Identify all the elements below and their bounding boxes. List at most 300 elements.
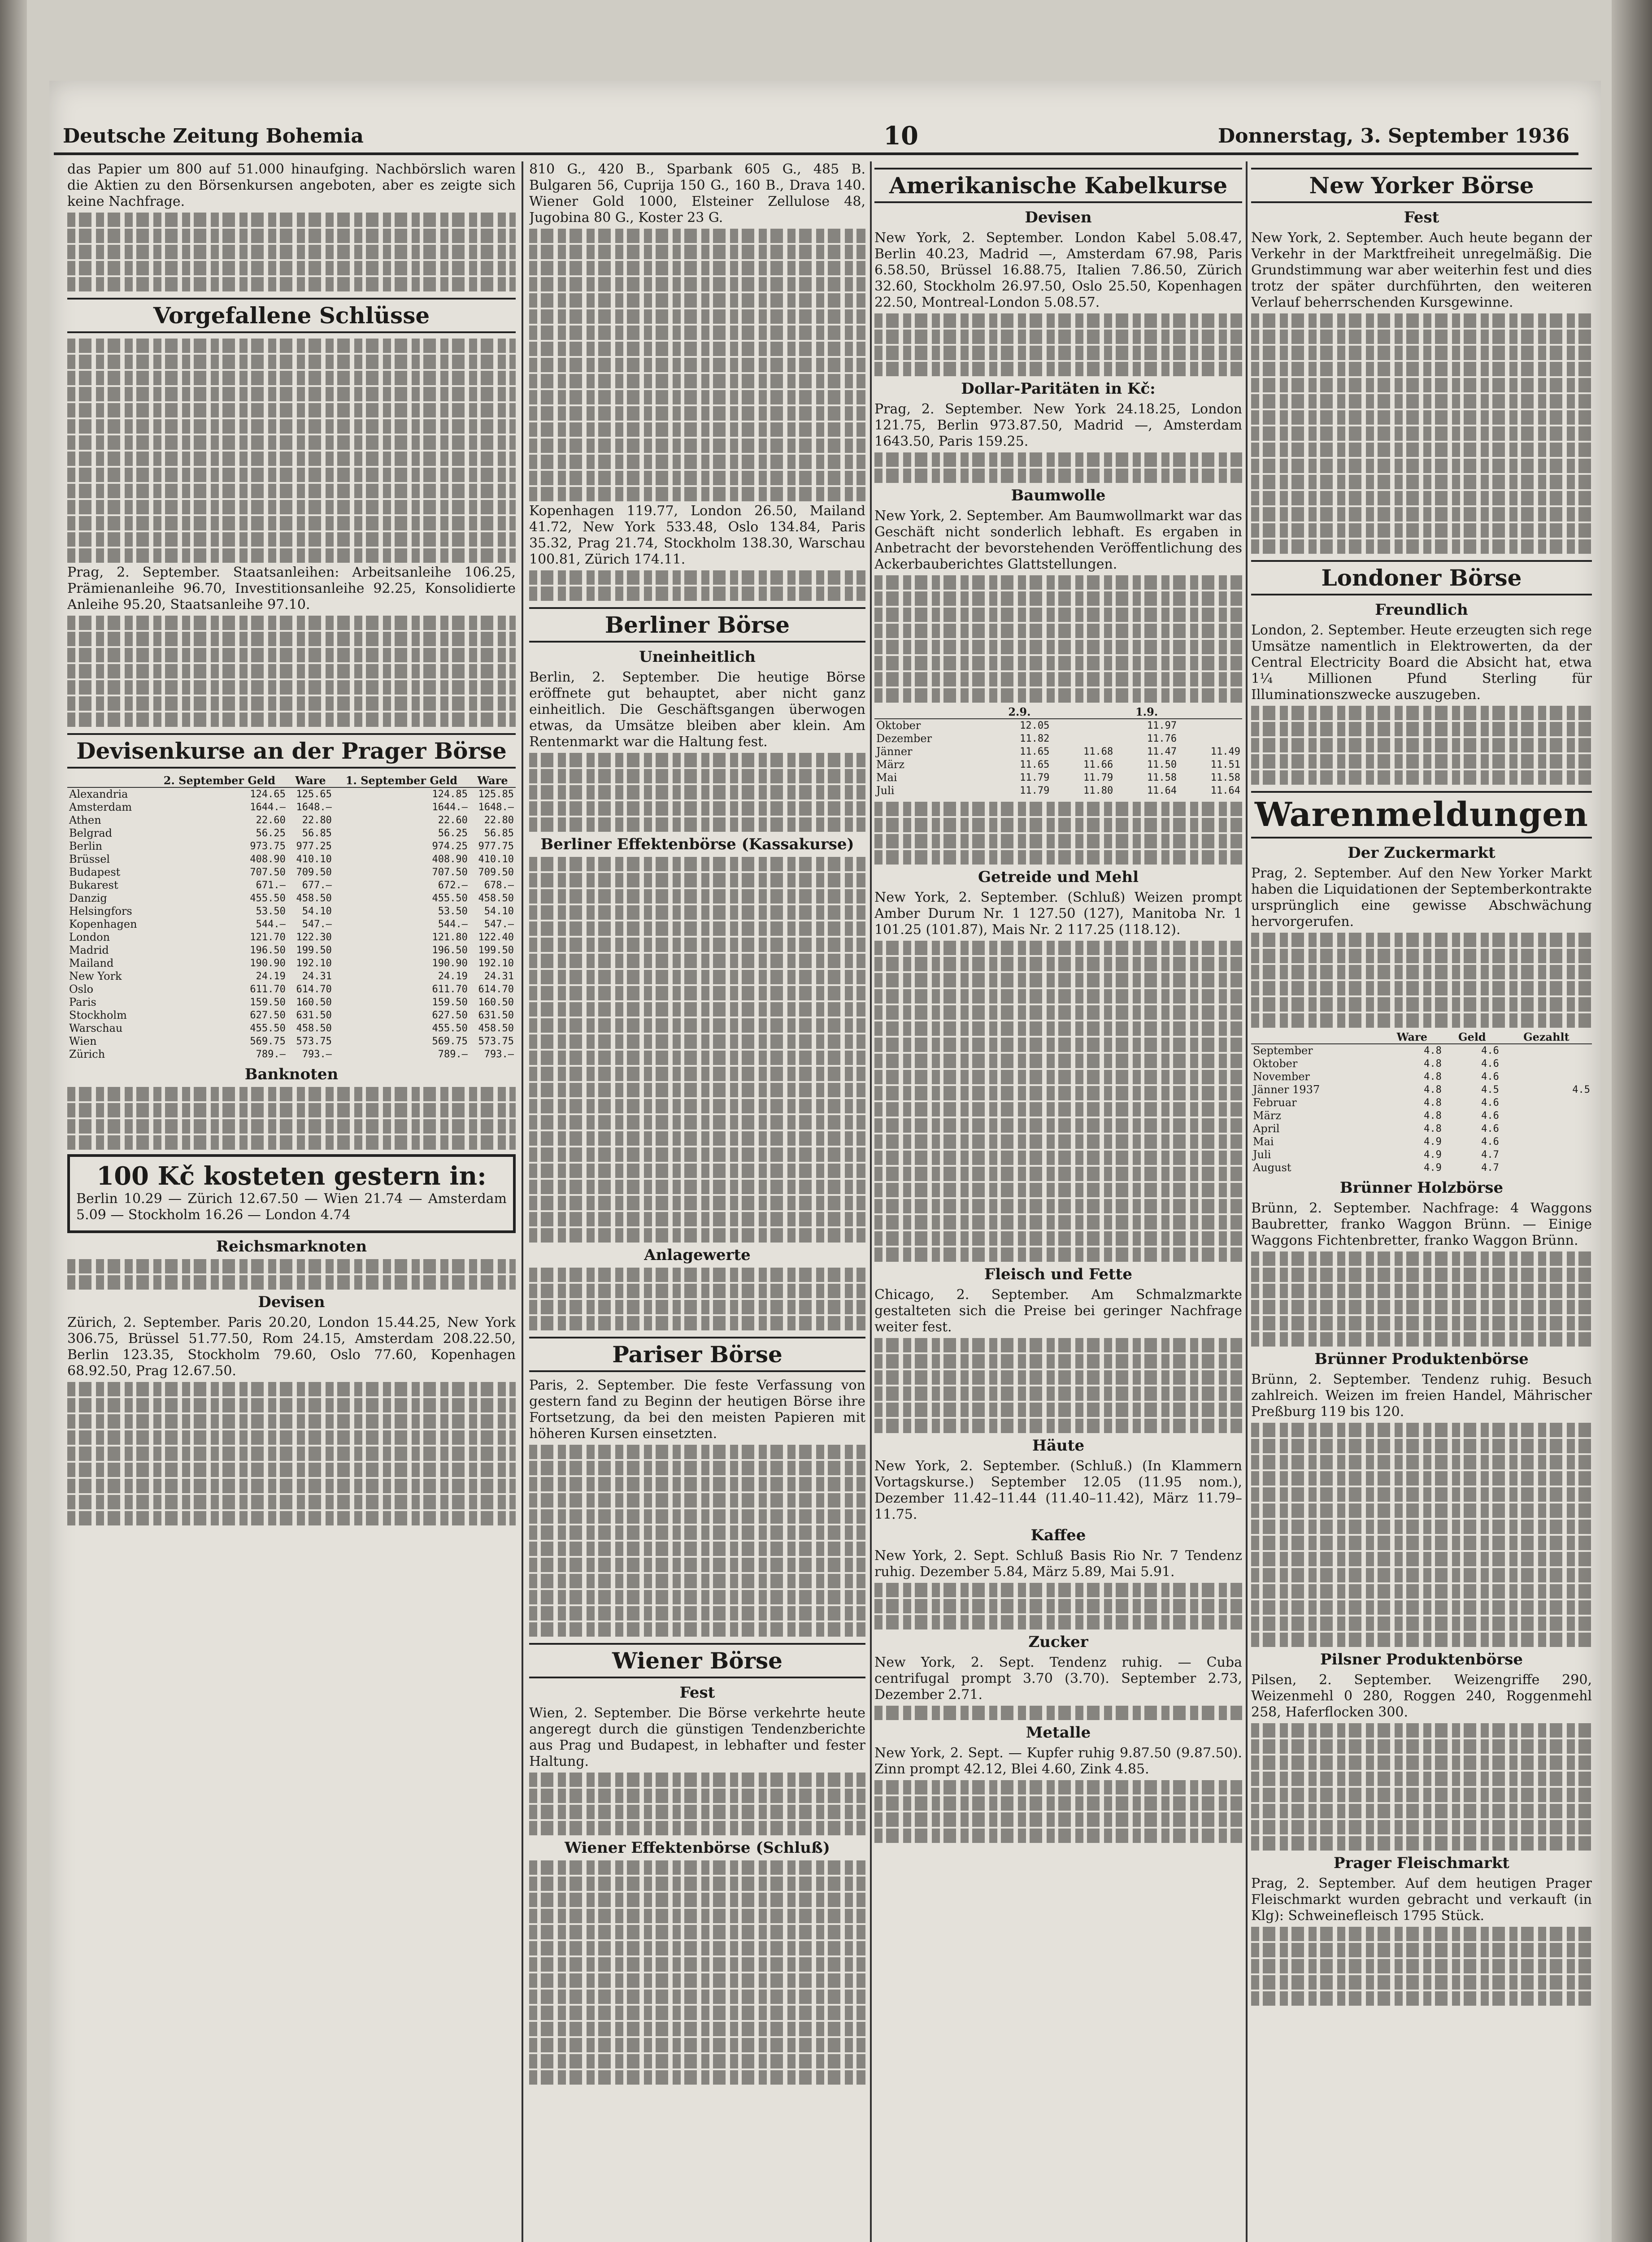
value-cell: 1644.—	[250, 802, 286, 813]
text-line	[529, 1789, 865, 1803]
text-line	[874, 1829, 1242, 1843]
row-label: Brüssel	[69, 853, 110, 865]
value-cell: 4.9	[1424, 1149, 1442, 1160]
text-line	[67, 1414, 516, 1429]
text-line	[529, 326, 865, 340]
value-cell: 678.—	[484, 880, 514, 891]
row-label: Paris	[69, 996, 96, 1008]
section-heading: Baumwolle	[1011, 487, 1106, 504]
value-cell: 973.75	[250, 841, 286, 852]
devisen-row	[67, 1022, 516, 1035]
section-heading: Wiener Effektenbörse (Schluß)	[565, 1839, 830, 1857]
row-label: Warschau	[69, 1022, 123, 1034]
text-line	[67, 664, 516, 678]
sugar-row	[1251, 1148, 1592, 1161]
text-line	[1251, 1959, 1592, 1973]
table-line	[67, 371, 516, 385]
text-line	[1251, 539, 1592, 554]
text-line	[67, 1087, 516, 1101]
text-line	[1251, 1772, 1592, 1786]
value-cell: 573.75	[296, 1036, 332, 1047]
value-cell: 190.90	[250, 958, 286, 969]
section-heading: Londoner Börse	[1251, 560, 1592, 595]
text-line	[1251, 1316, 1592, 1330]
text-line	[1251, 1820, 1592, 1834]
table-line	[529, 873, 865, 887]
devisen-row	[67, 787, 516, 801]
sugar-row	[1251, 1083, 1592, 1096]
value-cell: 22.60	[438, 815, 468, 826]
table-header-cell: Geld	[1443, 1030, 1501, 1044]
text-line	[874, 591, 1242, 606]
article-text: Wien, 2. September. Die Börse verkehrte heute angeregt durch die günstigen Tendenzberichte aus Prag und Budapest, in lebhafter und fester Haltung.	[529, 1705, 865, 1769]
section-heading: Anlagewerte	[644, 1246, 751, 1264]
text-line	[529, 1284, 865, 1298]
value-cell: 11.58	[1147, 772, 1177, 783]
text-line	[874, 1038, 1242, 1052]
sugar-row	[1251, 1109, 1592, 1122]
section-heading: Der Zuckermarkt	[1348, 844, 1495, 862]
text-line	[874, 330, 1242, 344]
section-heading: Brünner Holzbörse	[1339, 1179, 1504, 1197]
value-cell: 56.25	[438, 828, 468, 839]
text-line	[1251, 394, 1592, 408]
text-line	[874, 1199, 1242, 1213]
column-rule	[870, 161, 872, 2242]
text-line	[874, 1231, 1242, 1246]
row-label: Juli	[876, 784, 895, 797]
row-label: Mai	[1253, 1135, 1274, 1148]
row-label: New York	[69, 970, 122, 982]
table-line	[529, 455, 865, 469]
value-cell	[1178, 719, 1242, 732]
text-line	[1251, 965, 1592, 979]
text-line	[874, 1151, 1242, 1165]
text-line	[1251, 981, 1592, 995]
scan-edge-right	[1612, 0, 1652, 2242]
table-line	[529, 406, 865, 421]
text-line	[1251, 523, 1592, 538]
value-cell: 125.85	[478, 789, 514, 800]
text-line	[874, 362, 1242, 376]
row-label: Dezember	[876, 732, 932, 745]
value-cell: 709.50	[478, 867, 514, 878]
value-cell: 24.19	[438, 971, 468, 982]
section-heading: New Yorker Börse	[1251, 168, 1592, 203]
article-text: New York, 2. September. (Schluß.) (In Klammern Vortagskurse.) September 12.05 (11.95 nom.), Dezember 11.42–11.44 (11.40–11.42), März 11.79–11.75.	[874, 1458, 1242, 1522]
value-cell: 56.85	[302, 828, 332, 839]
value-cell: 24.31	[302, 971, 332, 982]
value-cell: 4.8	[1424, 1045, 1442, 1056]
scan-edge-left	[0, 0, 27, 2242]
table-line	[529, 390, 865, 404]
article-text: Prag, 2. September. Auf dem heutigen Prager Fleischmarkt wurden gebracht und verkauft (in Klg): Schweinefleisch 1795 Stück.	[1251, 1876, 1592, 1924]
text-line	[1251, 459, 1592, 473]
article-text: London, 2. September. Heute erzeugten sich rege Umsätze namentlich in Elektrowerten, da der Central Electricity Board die Absicht hat, etwa 1¼ Millionen Pfund Sterling für Illuminationszwecke auszugeben.	[1251, 622, 1592, 703]
article-text: das Papier um 800 auf 51.000 hinaufging. Nachbörslich waren die Aktien zu den Börsenkursen angeboten, aber es zeigte sich keine Nachfrage.	[67, 161, 516, 209]
value-cell: 192.10	[478, 958, 514, 969]
text-line	[874, 656, 1242, 670]
value-cell: 121.80	[432, 932, 468, 943]
value-cell: 677.—	[302, 880, 332, 891]
article-text: Prag, 2. September. Auf den New Yorker Markt haben die Liquidationen der Septemberkontrakte ursprünglich eine gewisse Abschwächung hervorgerufen.	[1251, 865, 1592, 930]
text-line	[529, 817, 865, 832]
table-line	[529, 1212, 865, 1226]
section-heading: Pilsner Produktenbörse	[1320, 1651, 1523, 1668]
text-line	[1251, 1568, 1592, 1582]
value-cell: 4.6	[1481, 1097, 1499, 1108]
section-heading: Amerikanische Kabelkurse	[874, 168, 1242, 203]
value-cell: 11.50	[1147, 759, 1177, 770]
page-masthead	[54, 121, 1578, 155]
table-header-cell	[874, 705, 987, 719]
table-header-cell: Gezahlt	[1501, 1030, 1592, 1044]
text-line	[529, 309, 865, 324]
text-line	[874, 1215, 1242, 1230]
sugar-row	[1251, 1057, 1592, 1070]
table-line	[529, 921, 865, 936]
article-text: New York, 2. Sept. Schluß Basis Rio Nr. 7 Tendenz ruhig. Dezember 5.84, März 5.89, Mai 5.91.	[874, 1548, 1242, 1580]
text-line	[529, 1477, 865, 1491]
table-line	[529, 1860, 865, 1875]
text-line	[529, 1622, 865, 1637]
row-label: November	[1253, 1070, 1310, 1083]
row-label: London	[69, 931, 110, 943]
text-line	[67, 1135, 516, 1150]
devisen-row	[67, 1009, 516, 1022]
text-line	[67, 1382, 516, 1396]
table-line	[529, 1941, 865, 1955]
value-cell: 159.50	[250, 997, 286, 1008]
table-header-cell	[1251, 1030, 1381, 1044]
text-line	[1251, 443, 1592, 457]
text-line	[874, 1796, 1242, 1811]
info-box	[67, 1154, 516, 1233]
text-line	[529, 785, 865, 799]
row-label: Belgrad	[69, 827, 113, 839]
text-line	[1251, 754, 1592, 769]
row-label: September	[1253, 1044, 1313, 1057]
article-text: Brünn, 2. September. Nachfrage: 4 Waggons Baubretter, franko Waggon Brünn. — Einige Waggons Fichtenbretter, franko Waggon Brünn.	[1251, 1200, 1592, 1248]
table-line	[529, 1115, 865, 1130]
text-line	[1251, 933, 1592, 947]
value-cell: 614.70	[296, 984, 332, 995]
devisen-row	[67, 814, 516, 827]
article-text: New York, 2. September. Auch heute begann der Verkehr in der Marktfreiheit unregelmäßig. Die Grundstimmung war aber weiterhin fest und dies trotz der später durchführten, den weiteren Verlauf beherrschenden Kursgewinne.	[1251, 230, 1592, 310]
text-line	[529, 1300, 865, 1314]
text-line	[874, 313, 1242, 328]
table-line	[529, 2070, 865, 2085]
section-heading: Warenmeldungen	[1251, 791, 1592, 839]
text-line	[1251, 1755, 1592, 1770]
value-cell: 11.58	[1210, 772, 1240, 783]
value-cell: 709.50	[296, 867, 332, 878]
text-line	[529, 1493, 865, 1508]
value-cell	[1051, 732, 1115, 745]
value-cell: 455.50	[250, 893, 286, 904]
page-date: Donnerstag, 3. September 1936	[1217, 125, 1569, 148]
table-header-cell	[1051, 705, 1115, 719]
devisen-row	[67, 944, 516, 957]
value-cell: 196.50	[250, 945, 286, 956]
text-line	[529, 1606, 865, 1621]
text-line	[1251, 722, 1592, 736]
text-line	[1251, 1503, 1592, 1518]
value-cell: 11.68	[1083, 746, 1113, 757]
article-text: Pilsen, 2. September. Weizengriffe 290, Weizenmehl 0 280, Roggen 240, Roggenmehl 258, Haferflocken 300.	[1251, 1672, 1592, 1720]
text-line	[1251, 706, 1592, 720]
row-label: Kopenhagen	[69, 918, 137, 930]
table-line	[529, 1957, 865, 1972]
section-subheading: Devisen	[1025, 209, 1092, 226]
value-cell: 627.50	[250, 1010, 286, 1021]
value-cell: 977.25	[296, 841, 332, 852]
text-line	[1251, 1251, 1592, 1266]
text-line	[874, 1599, 1242, 1613]
article-text: Brünn, 2. September. Tendenz ruhig. Besuch zahlreich. Weizen im freien Handel, Mährischer Preßburg 119 bis 120.	[1251, 1372, 1592, 1420]
table-line	[874, 818, 1242, 832]
value-cell: 4.7	[1481, 1162, 1499, 1173]
value-cell: 458.50	[296, 893, 332, 904]
article-text: Prag, 2. September. Staatsanleihen: Arbeitsanleihe 106.25, Prämienanleihe 96.70, Investitionsanleihe 92.25, Konsolidierte Anleihe 95.20, Staatsanleihe 97.10.	[67, 565, 516, 613]
value-cell: 4.8	[1424, 1084, 1442, 1095]
text-line	[67, 1275, 516, 1290]
paper-name: Deutsche Zeitung Bohemia	[63, 125, 364, 148]
value-cell: 4.5	[1481, 1084, 1499, 1095]
text-line	[1251, 738, 1592, 752]
text-line	[1251, 1943, 1592, 1957]
value-cell: 4.8	[1424, 1110, 1442, 1121]
text-line	[529, 293, 865, 308]
value-cell: 4.8	[1424, 1058, 1442, 1069]
article-text: New York, 2. Sept. — Kupfer ruhig 9.87.50 (9.87.50). Zinn prompt 42.12, Blei 4.60, Zink 4.85.	[874, 1745, 1242, 1777]
text-line	[1251, 1836, 1592, 1851]
row-label: Oktober	[876, 719, 921, 732]
text-line	[1251, 1268, 1592, 1282]
text-line	[529, 1821, 865, 1835]
text-line	[874, 1812, 1242, 1827]
text-line	[874, 941, 1242, 955]
section-heading: Reichsmarknoten	[216, 1238, 367, 1256]
section-heading: Vorgefallene Schlüsse	[67, 298, 516, 333]
row-label: Mai	[876, 771, 897, 784]
devisen-row	[67, 853, 516, 866]
sugar-row	[1251, 1122, 1592, 1135]
value-cell	[1501, 1109, 1592, 1122]
row-label: Athen	[69, 814, 101, 826]
text-line	[67, 1259, 516, 1273]
value-cell: 11.79	[1020, 785, 1050, 796]
text-line	[67, 1479, 516, 1493]
row-label: Wien	[69, 1035, 97, 1047]
table-line	[529, 954, 865, 968]
table-line	[529, 342, 865, 356]
text-line	[874, 624, 1242, 638]
text-line	[529, 1590, 865, 1604]
value-cell: 11.80	[1083, 785, 1113, 796]
text-line	[529, 277, 865, 291]
row-label: Budapest	[69, 866, 121, 878]
text-line	[874, 1403, 1242, 1417]
column-4	[1251, 161, 1592, 2242]
devisen-row	[67, 957, 516, 970]
value-cell: 122.40	[478, 932, 514, 943]
text-line	[874, 1370, 1242, 1385]
value-cell: 4.8	[1424, 1097, 1442, 1108]
table-line	[529, 471, 865, 485]
value-cell: 11.66	[1083, 759, 1113, 770]
section-heading: Fleisch und Fette	[984, 1265, 1132, 1283]
value-cell: 544.—	[438, 919, 468, 930]
text-line	[1251, 1723, 1592, 1738]
text-line	[1251, 1332, 1592, 1347]
row-label: Februar	[1253, 1096, 1297, 1109]
table-line	[529, 1018, 865, 1033]
section-heading: Devisenkurse an der Prager Börse	[67, 733, 516, 769]
value-cell: 547.—	[302, 919, 332, 930]
text-line	[529, 1558, 865, 1572]
section-heading: Devisen	[258, 1293, 325, 1311]
value-cell	[1178, 732, 1242, 745]
devisen-row	[67, 970, 516, 983]
table-line	[67, 387, 516, 401]
value-cell: 707.50	[250, 867, 286, 878]
text-line	[529, 1509, 865, 1524]
table-line	[529, 1228, 865, 1243]
section-subheading: Freundlich	[1375, 601, 1468, 619]
table-line	[67, 532, 516, 547]
text-line	[874, 346, 1242, 360]
text-line	[874, 452, 1242, 467]
devisen-table	[67, 774, 516, 1061]
text-line	[529, 229, 865, 243]
devisen-row	[67, 1035, 516, 1048]
value-cell: 24.19	[256, 971, 286, 982]
row-label: Stockholm	[69, 1009, 127, 1021]
cotton-row	[874, 732, 1242, 745]
text-line	[874, 1338, 1242, 1352]
text-line	[67, 1447, 516, 1461]
text-line	[67, 713, 516, 727]
table-line	[529, 1909, 865, 1923]
value-cell: 547.—	[484, 919, 514, 930]
row-label: Zürich	[69, 1048, 105, 1060]
section-subheading: Uneinheitlich	[639, 648, 756, 666]
table-line	[529, 2006, 865, 2020]
text-line	[67, 1119, 516, 1134]
text-line	[67, 1511, 516, 1525]
text-line	[529, 753, 865, 767]
text-line	[1251, 1520, 1592, 1534]
text-line	[529, 261, 865, 275]
section-heading: Banknoten	[244, 1065, 339, 1083]
text-line	[1251, 1584, 1592, 1599]
table-line	[529, 1131, 865, 1146]
page-number: 10	[883, 121, 918, 151]
value-cell: 12.05	[1020, 720, 1050, 731]
text-line	[874, 1086, 1242, 1100]
value-cell: 22.60	[256, 815, 286, 826]
text-line	[874, 1386, 1242, 1401]
text-line	[529, 1268, 865, 1282]
row-label: März	[876, 758, 904, 771]
text-line	[874, 1583, 1242, 1597]
section-heading: Häute	[1032, 1437, 1085, 1455]
value-cell: 4.7	[1481, 1149, 1499, 1160]
value-cell: 672.—	[438, 880, 468, 891]
value-cell: 974.25	[432, 841, 468, 852]
table-line	[529, 1877, 865, 1891]
value-cell: 190.90	[432, 958, 468, 969]
text-line	[874, 1419, 1242, 1433]
value-cell: 199.50	[478, 945, 514, 956]
section-heading: Prager Fleischmarkt	[1333, 1854, 1509, 1872]
text-line	[529, 1445, 865, 1459]
row-label: Berlin	[69, 840, 103, 852]
text-line	[1251, 1788, 1592, 1802]
text-line	[67, 1495, 516, 1509]
text-line	[1251, 1471, 1592, 1486]
text-line	[874, 608, 1242, 622]
table-line	[529, 1990, 865, 2004]
text-line	[67, 277, 516, 291]
value-cell: 11.79	[1020, 772, 1050, 783]
devisen-row	[67, 1048, 516, 1061]
value-cell: 22.80	[302, 815, 332, 826]
value-cell: 121.70	[250, 932, 286, 943]
section-heading: Berliner Börse	[529, 607, 865, 643]
section-subheading: Fest	[1404, 209, 1439, 226]
text-line	[874, 989, 1242, 1004]
value-cell: 789.—	[438, 1049, 468, 1060]
table-line	[529, 422, 865, 437]
value-cell: 455.50	[432, 1023, 468, 1034]
value-cell: 455.50	[250, 1023, 286, 1034]
value-cell: 56.85	[484, 828, 514, 839]
cotton-row	[874, 784, 1242, 797]
row-label: Bukarest	[69, 879, 118, 891]
table-line	[529, 2022, 865, 2036]
text-line	[874, 688, 1242, 703]
value-cell: 4.6	[1481, 1110, 1499, 1121]
row-label: Helsingfors	[69, 905, 132, 917]
text-line	[1251, 1284, 1592, 1298]
value-cell: 53.50	[438, 906, 468, 917]
devisen-row	[67, 879, 516, 892]
value-cell	[1501, 1096, 1592, 1109]
text-line	[1251, 491, 1592, 505]
table-header-cell: 1. September Geld	[334, 774, 470, 787]
section-heading: Getreide und Mehl	[978, 868, 1139, 886]
article-text: New York, 2. September. London Kabel 5.08.47, Berlin 40.23, Madrid —, Amsterdam 67.98, Paris 6.58.50, Brüssel 16.88.75, Italien 7.86.50, Zürich 32.60, Stockholm 26.97.50, Oslo 25.50, Kopenhagen 22.50, Montreal-London 5.08.57.	[874, 230, 1242, 310]
text-line	[67, 1398, 516, 1412]
value-cell: 458.50	[296, 1023, 332, 1034]
value-cell: 199.50	[296, 945, 332, 956]
value-cell: 11.49	[1210, 746, 1240, 757]
text-line	[1251, 313, 1592, 328]
text-line	[874, 1134, 1242, 1149]
value-cell: 4.9	[1424, 1162, 1442, 1173]
cotton-row	[874, 758, 1242, 771]
value-cell: 408.90	[432, 854, 468, 865]
text-line	[874, 1005, 1242, 1020]
value-cell: 977.75	[478, 841, 514, 852]
text-line	[1251, 949, 1592, 963]
text-line	[1251, 1739, 1592, 1754]
text-line	[1251, 1552, 1592, 1566]
table-line	[529, 857, 865, 871]
text-line	[67, 245, 516, 259]
